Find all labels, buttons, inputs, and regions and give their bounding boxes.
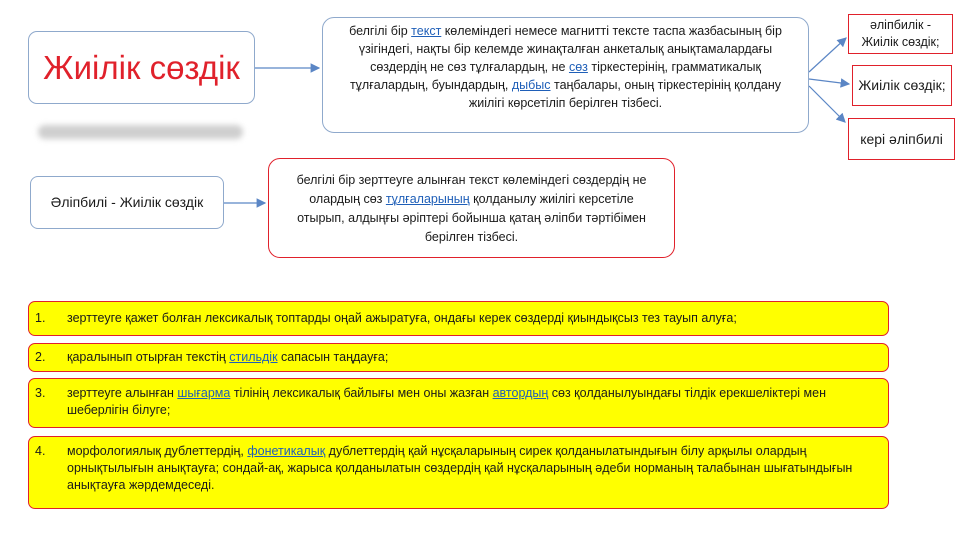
link-fonetikalyk[interactable]: фонетикалық — [247, 444, 326, 458]
list-text-part: қаралынып отырған текстің — [67, 350, 230, 364]
list-item — [28, 378, 889, 428]
arrow-to-side-1 — [809, 38, 846, 72]
alphabetical-frequency-box: Әліпбилі - Жиілік сөздік — [30, 176, 224, 229]
link-soz[interactable]: сөз — [568, 60, 588, 74]
list-text — [67, 349, 888, 366]
link-dybys[interactable]: дыбыс — [511, 78, 551, 92]
list-text-part: морфологиялық дублеттердің, — [67, 444, 248, 458]
list-text-part: зерттеуге алынған — [67, 386, 178, 400]
link-avtordyn[interactable]: автордың — [492, 386, 549, 400]
list-text — [67, 310, 888, 327]
side-box-frequency: Жиілік сөздік; — [852, 65, 952, 106]
def1-text-2: көлеміндегі немесе магнитті тексте таспа жазбасының бір үзігіндегі, нақты бір келемде жинақталған анкеталық анықтамалардағы сөздердің не сөз тұлғалардың, не — [358, 24, 782, 74]
def1-text-4: таңбалары, оның тіркестерінің қолдану жиілігі көрсетіліп берілген тізбесі. — [468, 78, 782, 110]
def1-text-3: тіркестерінің, грамматикалық тұлғалардың, буындардың, — [349, 60, 761, 92]
list-number: 4. — [35, 444, 46, 458]
arrow-to-side-2 — [809, 79, 849, 84]
frequency-dictionary-definition — [322, 17, 809, 133]
title-shadow — [38, 125, 243, 139]
list-item — [28, 301, 889, 336]
def2-text-2: қолданылу жиілігі керсетіле отырып, алдыңғы әріптері бойынша қатаң әліпби тәртібімен берілген тізбесі. — [297, 192, 646, 244]
main-title: Жиілік сөздік — [28, 31, 255, 104]
arrow-to-side-3 — [809, 86, 845, 122]
list-number: 3. — [35, 386, 46, 400]
link-shygarma[interactable]: шығарма — [177, 386, 231, 400]
link-stildik[interactable]: стильдік — [229, 350, 278, 364]
def1-text-1: белгілі бір — [349, 24, 412, 38]
side-box-alphabetical: әліпбилік - Жиілік сөздік; — [848, 14, 953, 54]
def2-text-1: белгілі бір зерттеуге алынған текст көлеміндегі сөздердің не олардың сөз — [296, 173, 647, 206]
link-tulgalarynyn[interactable]: тұлғаларының — [385, 192, 470, 206]
link-text[interactable]: текст — [411, 24, 442, 38]
list-text — [67, 443, 888, 494]
side-box-reverse-alphabetical: кері әліпбилі — [848, 118, 955, 160]
list-text-part: сөз қолданылуындағы тілдік ерекшеліктері мен шеберлігін білуге; — [67, 386, 827, 417]
alphabetical-definition — [268, 158, 675, 258]
list-text-part: зерттеуге қажет болған лексикалық топтарды оңай ажыратуға, ондағы керек сөздерді қиындықсыз тез тауып алуға; — [67, 311, 737, 325]
list-number: 2. — [35, 350, 46, 364]
list-text-part: тілінің лексикалық байлығы мен оны жазған — [230, 386, 493, 400]
list-text-part: сапасын таңдауға; — [277, 350, 389, 364]
list-item — [28, 436, 889, 509]
list-text — [67, 385, 888, 419]
list-number: 1. — [35, 311, 46, 325]
list-text-part: дублеттердің қай нұсқаларының сирек қолданылатындығын білу арқылы олардың орнықтылығын анықтауға; сондай-ақ, жарыса қолданылатын сөздердің қай нұсқаларының әдеби норманың талабынан шығатындығын анықтауға жәрдемдеседі. — [67, 444, 853, 492]
list-item — [28, 343, 889, 372]
